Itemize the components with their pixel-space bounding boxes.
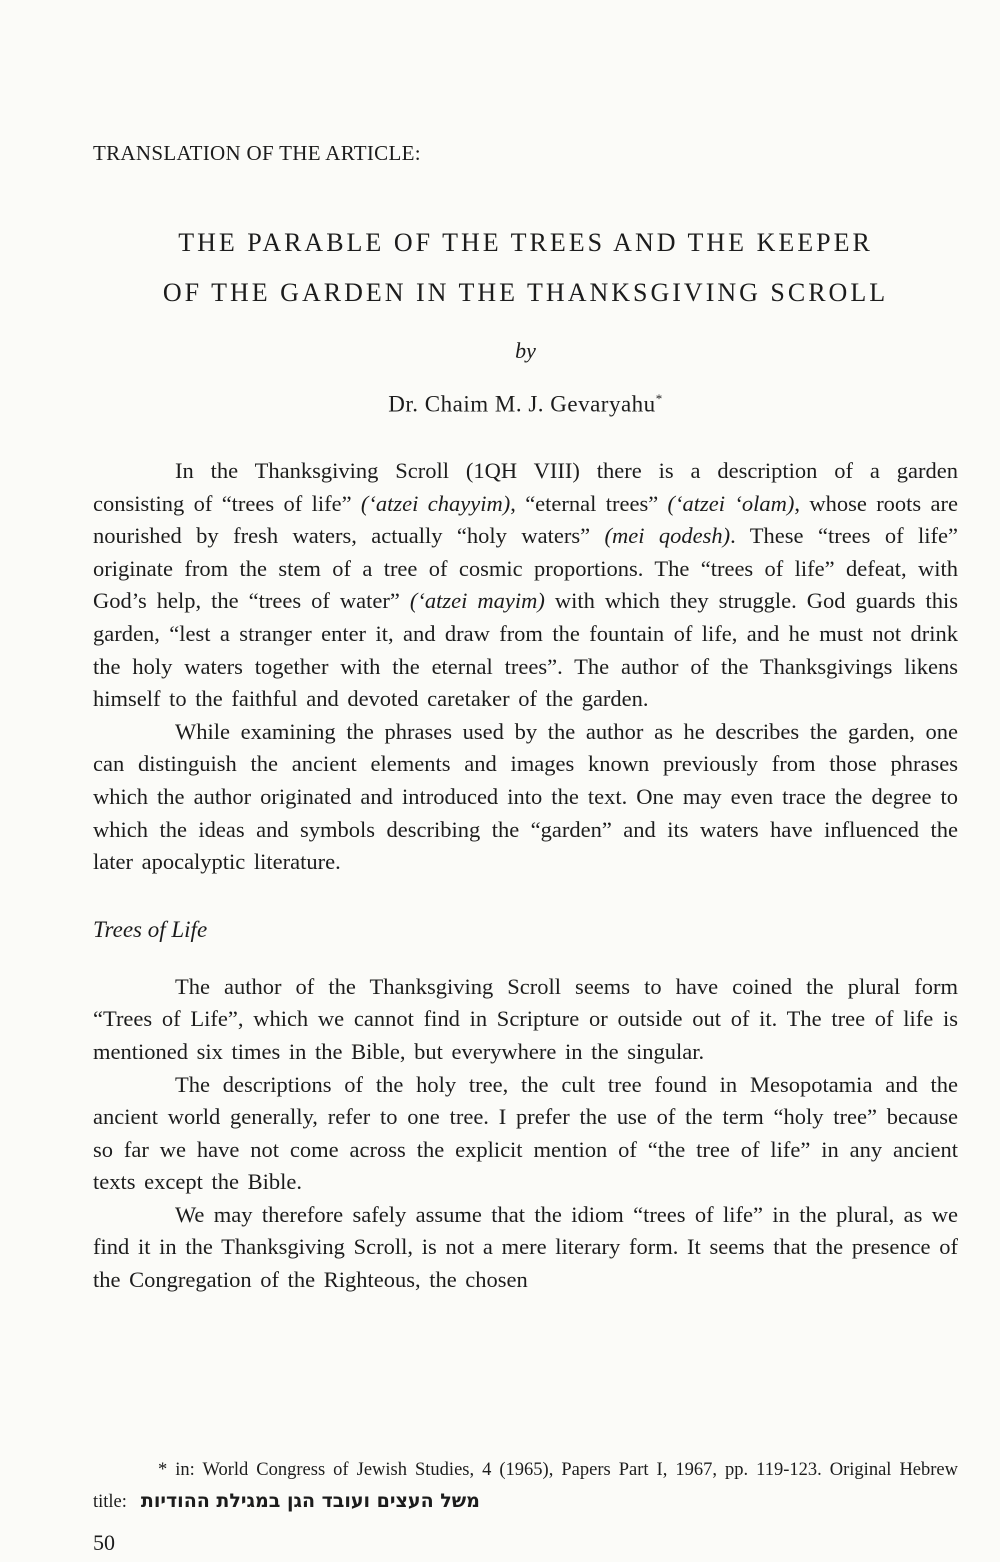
footnote-text: * in: World Congress of Jewish Studies, 4 (1965), Papers Part I, 1967, pp. 119-123. Original Hebrew title: (93, 1460, 958, 1512)
paragraph-1-text: In the Thanksgiving Scroll (1QH VIII) there is a description of a garden consisting of “trees of life” (93, 458, 958, 516)
page-number: 50 (93, 1530, 115, 1555)
footnote-text-block (93, 1455, 958, 1518)
term-atzei-olam: (‘atzei ‘olam) (667, 490, 795, 516)
section-heading: Trees of Life (93, 916, 208, 942)
document-page (93, 0, 958, 1562)
footnote (93, 1455, 958, 1518)
hebrew-title: משל העצים ועובד הגן במגילת ההודיות (140, 1490, 480, 1512)
term-atzei-chayyim: (‘atzei chayyim) (360, 490, 511, 516)
paragraph-2: While examining the phrases used by the author as he describes the garden, one can distinguish the ancient elements and images known previously from those phrases which the author originated and introduced into the text. One may even trace the degree to which the ideas and symbols describing the “garden” and its waters have influenced the later apocalyptic literature. (93, 718, 958, 875)
paragraph-4: The descriptions of the holy tree, the cult tree found in Mesopotamia and the ancient world generally, refer to one tree. I prefer the use of the term “holy tree” because so far we have not come across the explicit mention of “the tree of life” in any ancient texts except the Bible. (93, 1071, 958, 1195)
byline-by: by (515, 338, 536, 363)
paragraph-1-text: with which they struggle. God guards this garden, “lest a stranger enter it, and draw from the fountain of life, and he must not drink the holy waters together with the eternal trees”. The author of the Thanksgivings likens himself to the faithful and devoted caretaker of the garden. (93, 588, 958, 712)
paragraph-1 (93, 455, 958, 716)
author-name (93, 391, 958, 418)
term-mei-qodesh: (mei qodesh) (604, 523, 731, 549)
article-body (93, 455, 958, 1297)
paragraph-1-text: , whose roots are nourished by fresh waters, actually “holy waters” (93, 490, 959, 549)
paragraph-1-text: . These “trees of life” originate from the stem of a tree of cosmic proportions. The “trees of life” defeat, with God’s help, the “trees of water” (93, 523, 958, 614)
paragraph-1-text: , “eternal trees” (510, 490, 668, 516)
term-atzei-mayim: (‘atzei mayim) (409, 588, 545, 614)
article-title-line-1: THE PARABLE OF THE TREES AND THE KEEPER (178, 228, 873, 257)
author-name-text: Dr. Chaim M. J. Gevaryahu (388, 391, 656, 417)
paragraph-3: The author of the Thanksgiving Scroll seems to have coined the plural form “Trees of Life”, which we cannot find in Scripture or outside out of it. The tree of life is mentioned six times in the Bible, but everywhere in the singular. (93, 973, 958, 1064)
author-footnote-mark: * (655, 391, 663, 406)
paragraph-5: We may therefore safely assume that the idiom “trees of life” in the plural, as we find it in the Thanksgiving Scroll, is not a mere literary form. It seems that the presence of the Congregation of the Righteous, the chosen (93, 1201, 958, 1293)
article-title-line-2: OF THE GARDEN IN THE THANKSGIVING SCROLL (162, 278, 889, 307)
translation-label: TRANSLATION OF THE ARTICLE: (93, 141, 421, 165)
